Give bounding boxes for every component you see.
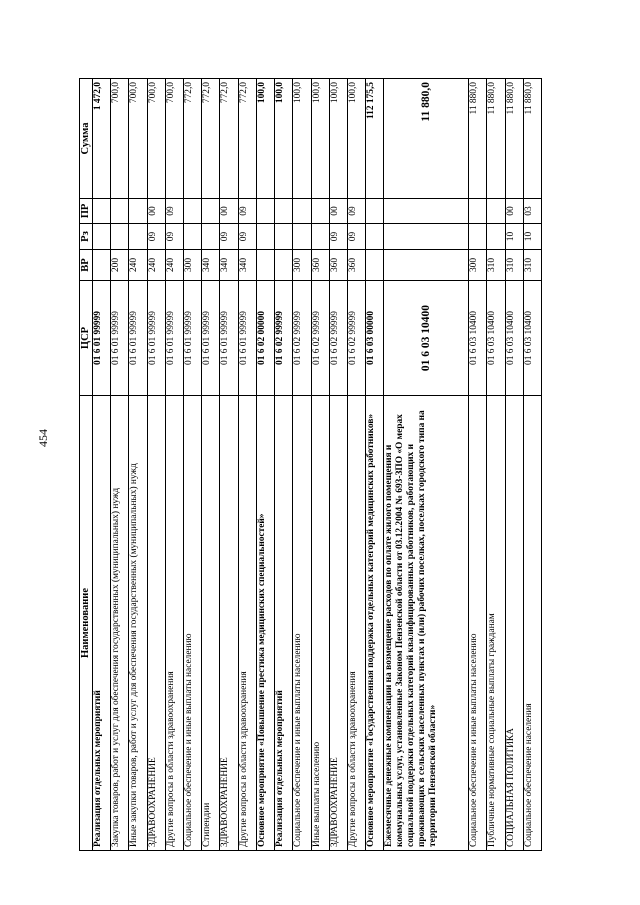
- table-row: [184, 79, 202, 851]
- header-vr: ВР: [80, 250, 93, 281]
- cell-rz: [256, 224, 274, 250]
- cell-sum: 772,0: [220, 79, 238, 199]
- cell-csr: 01 6 01 99999: [129, 281, 147, 396]
- cell-vr: 240: [147, 250, 165, 281]
- cell-pr: 09: [347, 199, 365, 224]
- cell-sum: 11 880,0: [505, 79, 523, 199]
- cell-name: Реализация отдельных мероприятий: [275, 396, 293, 851]
- cell-csr: 01 6 02 99999: [347, 281, 365, 396]
- cell-pr: [275, 199, 293, 224]
- cell-rz: 10: [523, 224, 541, 250]
- table-row: [329, 79, 347, 851]
- cell-csr: 01 6 01 99999: [147, 281, 165, 396]
- cell-name: Социальное обеспечение и иные выплаты населению: [293, 396, 311, 851]
- cell-csr: 01 6 01 99999: [184, 281, 202, 396]
- cell-name: Иные выплаты населению: [311, 396, 329, 851]
- table-row: [202, 79, 220, 851]
- cell-sum: 100,0: [329, 79, 347, 199]
- cell-pr: [293, 199, 311, 224]
- cell-pr: [256, 199, 274, 224]
- cell-sum: 100,0: [275, 79, 293, 199]
- cell-sum: 700,0: [147, 79, 165, 199]
- header-pr: ПР: [80, 199, 93, 224]
- cell-sum: 11 880,0: [384, 79, 469, 199]
- cell-rz: [129, 224, 147, 250]
- cell-rz: 09: [165, 224, 183, 250]
- cell-csr: 01 6 03 10400: [487, 281, 505, 396]
- cell-vr: 340: [238, 250, 256, 281]
- cell-csr: 01 6 01 99999: [220, 281, 238, 396]
- cell-csr: 01 6 01 99999: [238, 281, 256, 396]
- cell-csr: 01 6 03 10400: [384, 281, 469, 396]
- cell-csr: 01 6 03 10400: [523, 281, 541, 396]
- cell-sum: 100,0: [347, 79, 365, 199]
- cell-pr: 09: [238, 199, 256, 224]
- cell-name: СОЦИАЛЬНАЯ ПОЛИТИКА: [505, 396, 523, 851]
- cell-pr: [366, 199, 384, 224]
- cell-name: Другие вопросы в области здравоохранения: [165, 396, 183, 851]
- cell-pr: 09: [165, 199, 183, 224]
- cell-rz: 09: [347, 224, 365, 250]
- cell-name: Стипендии: [202, 396, 220, 851]
- cell-vr: [256, 250, 274, 281]
- cell-vr: [384, 250, 469, 281]
- cell-vr: 340: [220, 250, 238, 281]
- header-name: Наименование: [80, 396, 93, 851]
- table-row: [275, 79, 293, 851]
- cell-vr: 240: [129, 250, 147, 281]
- table-row: [165, 79, 183, 851]
- table-row: [147, 79, 165, 851]
- cell-name: Реализация отдельных мероприятий: [93, 396, 111, 851]
- cell-name: Социальное обеспечение и иные выплаты населению: [184, 396, 202, 851]
- cell-sum: 1 472,0: [93, 79, 111, 199]
- cell-vr: 340: [202, 250, 220, 281]
- cell-csr: 01 6 02 99999: [275, 281, 293, 396]
- cell-name: Публичные нормативные социальные выплаты гражданам: [487, 396, 505, 851]
- cell-vr: 310: [505, 250, 523, 281]
- cell-pr: 00: [505, 199, 523, 224]
- cell-vr: 300: [469, 250, 487, 281]
- cell-vr: 360: [329, 250, 347, 281]
- cell-name: ЗДРАВООХРАНЕНИЕ: [329, 396, 347, 851]
- cell-name: ЗДРАВООХРАНЕНИЕ: [220, 396, 238, 851]
- table-row: [93, 79, 111, 851]
- cell-rz: 09: [329, 224, 347, 250]
- cell-rz: [366, 224, 384, 250]
- cell-rz: 09: [147, 224, 165, 250]
- cell-sum: 700,0: [111, 79, 129, 199]
- cell-rz: [469, 224, 487, 250]
- cell-vr: [93, 250, 111, 281]
- cell-vr: 300: [184, 250, 202, 281]
- table-row: [311, 79, 329, 851]
- cell-csr: 01 6 02 99999: [329, 281, 347, 396]
- cell-csr: 01 6 01 99999: [93, 281, 111, 396]
- cell-vr: [275, 250, 293, 281]
- cell-pr: [129, 199, 147, 224]
- cell-name: Другие вопросы в области здравоохранения: [347, 396, 365, 851]
- cell-vr: 200: [111, 250, 129, 281]
- cell-pr: 00: [329, 199, 347, 224]
- table-row: [293, 79, 311, 851]
- header-sum: Сумма: [80, 79, 93, 199]
- table-row: [238, 79, 256, 851]
- cell-name: Социальное обеспечение населения: [523, 396, 541, 851]
- cell-sum: 100,0: [256, 79, 274, 199]
- cell-sum: 112 175,5: [366, 79, 384, 199]
- table-row: [384, 79, 469, 851]
- cell-name: Ежемесячные денежные компенсации на возмещение расходов по оплате жилого помещения и коммунальных услуг, установленные Законом Пензенской области от 03.12.2004 № 693-ЗПО «О мерах социальной поддержки отдельных категорий квалифицированных работников, работающих и проживающих в сельских населенных пунктах и (или) рабочих поселках, поселках городского типа на территории Пензенской области»: [384, 396, 469, 851]
- cell-pr: [202, 199, 220, 224]
- cell-rz: [311, 224, 329, 250]
- cell-csr: 01 6 03 10400: [505, 281, 523, 396]
- cell-rz: [111, 224, 129, 250]
- cell-pr: [469, 199, 487, 224]
- cell-csr: 01 6 03 00000: [366, 281, 384, 396]
- table-row: [523, 79, 541, 851]
- header-csr: ЦСР: [80, 281, 93, 396]
- cell-pr: [184, 199, 202, 224]
- cell-pr: [487, 199, 505, 224]
- table-row: [469, 79, 487, 851]
- cell-sum: 772,0: [202, 79, 220, 199]
- cell-name: Основное мероприятие «Государственная поддержка отдельных категорий медицинских работников»: [366, 396, 384, 851]
- page-number: 454: [36, 429, 50, 447]
- budget-table-rotated: [79, 79, 542, 851]
- cell-rz: 10: [505, 224, 523, 250]
- cell-rz: [487, 224, 505, 250]
- cell-csr: 01 6 03 10400: [469, 281, 487, 396]
- cell-csr: 01 6 01 99999: [165, 281, 183, 396]
- cell-csr: 01 6 01 99999: [111, 281, 129, 396]
- cell-pr: [311, 199, 329, 224]
- cell-vr: 360: [311, 250, 329, 281]
- cell-vr: [366, 250, 384, 281]
- cell-rz: [93, 224, 111, 250]
- table-row: [487, 79, 505, 851]
- cell-sum: 11 880,0: [469, 79, 487, 199]
- table-row: [366, 79, 384, 851]
- table-row: [505, 79, 523, 851]
- cell-name: Другие вопросы в области здравоохранения: [238, 396, 256, 851]
- cell-sum: 100,0: [293, 79, 311, 199]
- cell-sum: 100,0: [311, 79, 329, 199]
- cell-sum: 700,0: [165, 79, 183, 199]
- cell-vr: 310: [523, 250, 541, 281]
- cell-rz: [384, 224, 469, 250]
- cell-pr: [111, 199, 129, 224]
- cell-name: Основное мероприятие «Повышение престижа медицинских специальностей»: [256, 396, 274, 851]
- cell-name: Иные закупки товаров, работ и услуг для обеспечения государственных (муниципальных) нужд: [129, 396, 147, 851]
- cell-pr: 00: [147, 199, 165, 224]
- cell-sum: 700,0: [129, 79, 147, 199]
- header-rz: Рз: [80, 224, 93, 250]
- cell-name: ЗДРАВООХРАНЕНИЕ: [147, 396, 165, 851]
- cell-rz: [293, 224, 311, 250]
- cell-vr: 240: [165, 250, 183, 281]
- cell-csr: 01 6 02 99999: [293, 281, 311, 396]
- cell-rz: 09: [220, 224, 238, 250]
- cell-sum: 11 880,0: [487, 79, 505, 199]
- cell-rz: [202, 224, 220, 250]
- cell-csr: 01 6 02 99999: [311, 281, 329, 396]
- cell-name: Социальное обеспечение и иные выплаты населению: [469, 396, 487, 851]
- table-row: [111, 79, 129, 851]
- table-row: [220, 79, 238, 851]
- cell-vr: 300: [293, 250, 311, 281]
- cell-vr: 310: [487, 250, 505, 281]
- cell-pr: [93, 199, 111, 224]
- cell-pr: [384, 199, 469, 224]
- cell-sum: 11 880,0: [523, 79, 541, 199]
- cell-csr: 01 6 01 99999: [202, 281, 220, 396]
- cell-rz: 09: [238, 224, 256, 250]
- cell-pr: 03: [523, 199, 541, 224]
- table-row: [256, 79, 274, 851]
- cell-name: Закупка товаров, работ и услуг для обеспечения государственных (муниципальных) нужд: [111, 396, 129, 851]
- table-body: [93, 79, 542, 851]
- cell-vr: 360: [347, 250, 365, 281]
- budget-table: [79, 78, 542, 851]
- cell-pr: 00: [220, 199, 238, 224]
- cell-csr: 01 6 02 00000: [256, 281, 274, 396]
- cell-rz: [184, 224, 202, 250]
- cell-rz: [275, 224, 293, 250]
- table-header-row: [80, 79, 93, 851]
- table-row: [129, 79, 147, 851]
- cell-sum: 772,0: [184, 79, 202, 199]
- cell-sum: 772,0: [238, 79, 256, 199]
- table-row: [347, 79, 365, 851]
